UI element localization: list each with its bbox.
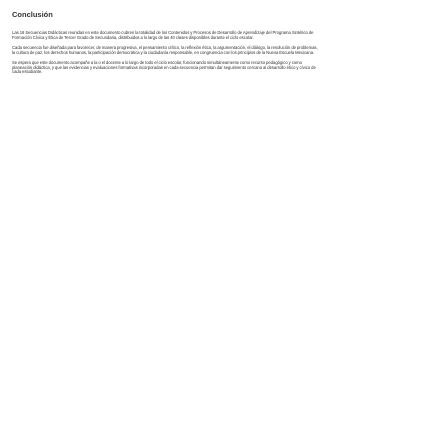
paragraph-3: Se espera que este documento acompañe a la o el docente a lo largo de todo el ciclo escolar, funcionando simultáneamente como recurso pedagógico y como planeación didáctica, y que las evidencias y evaluaciones formativas incorporadas en cada secuencia permitan dar seguimiento cercano al desarrollo ético y cívico de cada estudiante. bbox=[12, 59, 316, 75]
paragraph-1: Las 16 Secuencias Didácticas reunidas en este documento cubren la totalidad de los Contenidos y Procesos de Desarrollo de Aprendizaje del Programa Sintético de Formación Cívica y Ética de Tercer Grado de Secundaria, distribuidos a lo largo de las 40 clases disponibles durante el ciclo escolar. bbox=[12, 30, 314, 40]
section-title: Conclusión bbox=[12, 10, 53, 19]
paragraph-2: Cada secuencia fue diseñada para favorecer, de manera progresiva, el pensamiento crítico, la reflexión ética, la argumentación, el diálogo, la resolución de problemas, la cultura de paz, los derechos humanos, la participación democrática y la ciudadanía responsable, en congruencia con los principios de la Nueva Escuela Mexicana. bbox=[12, 44, 318, 55]
